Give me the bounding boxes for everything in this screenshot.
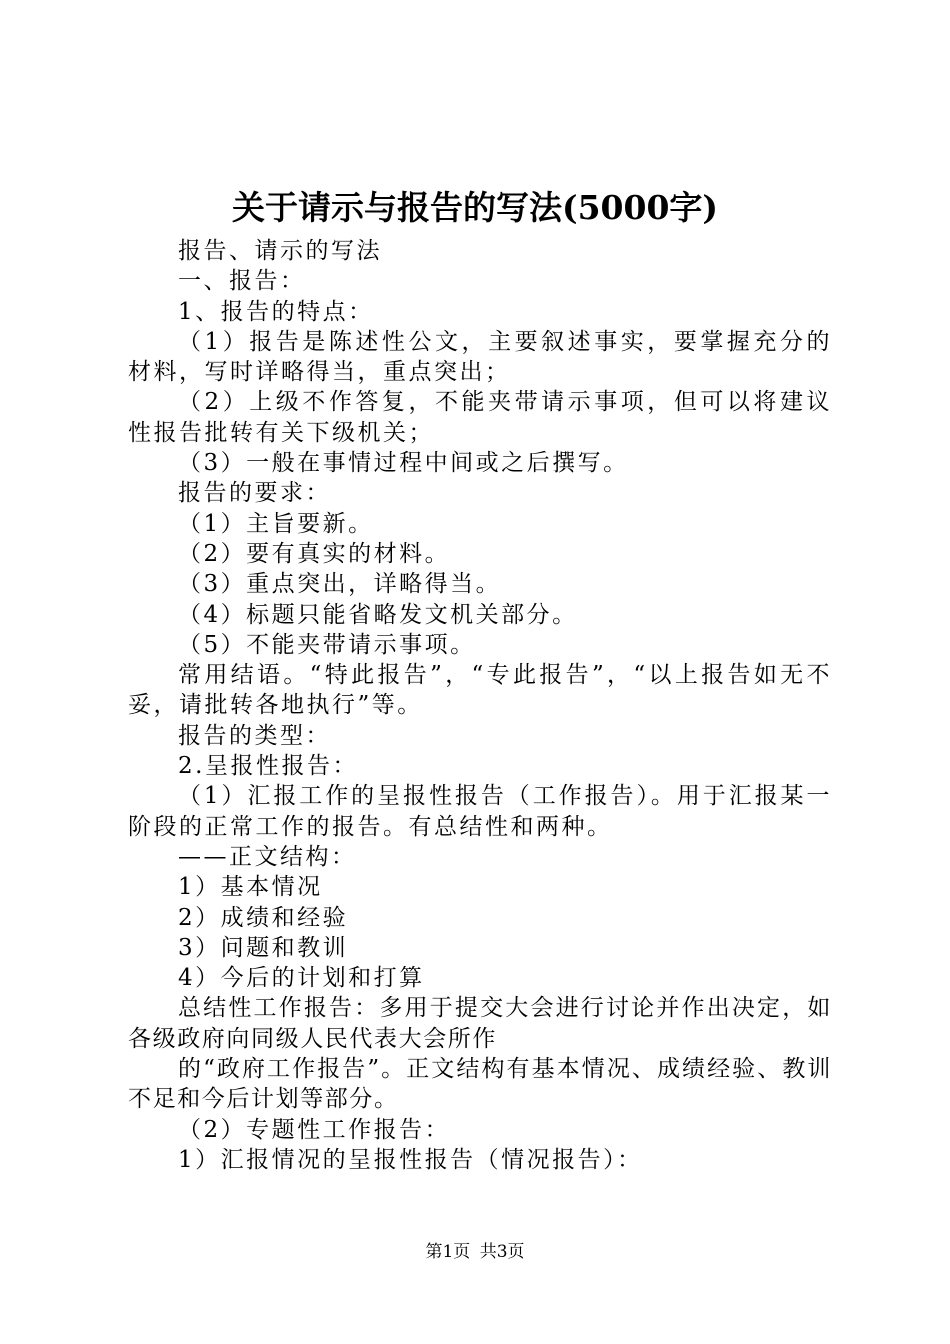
paragraph: 1、报告的特点： bbox=[178, 298, 374, 325]
paragraph: 2.呈报性报告： bbox=[178, 753, 358, 780]
paragraph: （2）上级不作答复，不能夹带请示事项，但可以将建议性报告批转有关下级机关； bbox=[128, 389, 832, 446]
paragraph: （3）重点突出，详略得当。 bbox=[178, 571, 502, 598]
paragraph: （3）一般在事情过程中间或之后撰写。 bbox=[178, 450, 629, 477]
paragraph: （2）要有真实的材料。 bbox=[178, 540, 451, 567]
paragraph: （1）主旨要新。 bbox=[178, 510, 374, 537]
paragraph: 常用结语。“特此报告”，“专此报告”，“以上报告如无不妥，请批转各地执行”等。 bbox=[128, 662, 832, 719]
paragraph: （2）专题性工作报告： bbox=[178, 1116, 451, 1143]
paragraph: 总结性工作报告：多用于提交大会进行讨论并作出决定，如各级政府向同级人民代表大会所作 bbox=[128, 995, 832, 1052]
paragraph: 1）基本情况 bbox=[178, 874, 323, 901]
page-number: 第1页 bbox=[425, 1242, 471, 1262]
paragraph: 4）今后的计划和打算 bbox=[178, 965, 425, 992]
page-footer bbox=[0, 1241, 950, 1263]
document-body bbox=[128, 236, 832, 1175]
paragraph: （4）标题只能省略发文机关部分。 bbox=[178, 601, 578, 628]
paragraph: （1）报告是陈述性公文，主要叙述事实，要掌握充分的材料，写时详略得当，重点突出； bbox=[128, 328, 832, 386]
paragraph: 一、报告： bbox=[178, 268, 306, 295]
paragraph: （5）不能夹带请示事项。 bbox=[178, 631, 476, 658]
paragraph: 报告的类型： bbox=[178, 722, 331, 749]
page-total: 共3页 bbox=[479, 1242, 525, 1262]
paragraph: 的“政府工作报告”。正文结构有基本情况、成绩经验、教训不足和今后计划等部分。 bbox=[128, 1056, 832, 1113]
paragraph: 1）汇报情况的呈报性报告（情况报告）： bbox=[178, 1146, 643, 1173]
paragraph: 报告、请示的写法 bbox=[178, 238, 382, 264]
document-title: 关于请示与报告的写法(5000字) bbox=[231, 188, 719, 227]
paragraph: （1）汇报工作的呈报性报告（工作报告）。用于汇报某一阶段的正常工作的报告。有总结性和两种。 bbox=[128, 783, 832, 840]
paragraph: 报告的要求： bbox=[178, 480, 331, 507]
paragraph: 2）成绩和经验 bbox=[178, 904, 349, 931]
paragraph: ——正文结构： bbox=[178, 843, 357, 870]
paragraph: 3）问题和教训 bbox=[178, 934, 349, 961]
